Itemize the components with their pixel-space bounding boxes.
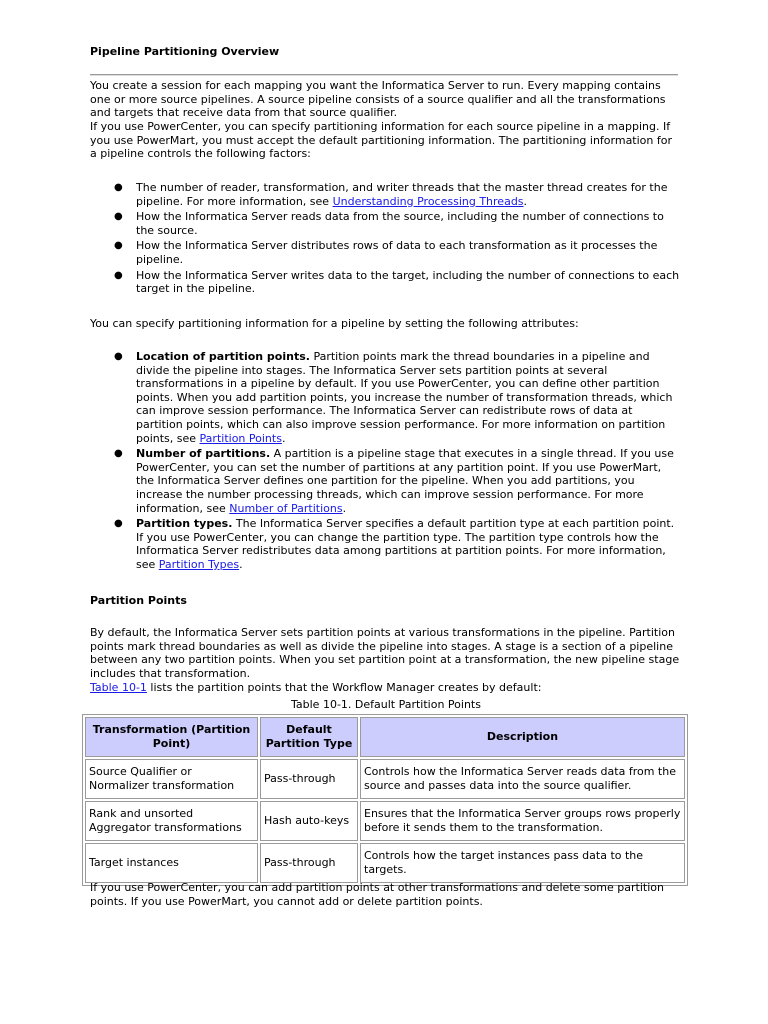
- list-item: [90, 350, 682, 445]
- bullet-icon: ●: [114, 448, 123, 460]
- list-item-text: The Informatica Server specifies a default partition type at each partition point. If you use PowerCenter, you can change the partition type. The partition type controls how the Informatica Server redistributes data among partitions at partition points. For more information, see: [136, 517, 675, 571]
- section2-paragraph: By default, the Informatica Server sets partition points at various transformations in the pipeline. Partition points mark thread boundaries as well as divide the pipeline into stages. A stage is a section of a pipeline between any two partition points. When you set partition point at a transformation, the new pipeline stage includes that transformation.: [90, 626, 680, 680]
- list-item-text: .: [239, 557, 243, 571]
- bullet-icon: ●: [114, 351, 123, 362]
- list-item: [90, 447, 682, 515]
- table-cell: Hash auto-keys: [260, 801, 358, 841]
- bullet-icon: ●: [114, 269, 123, 281]
- list-item-text: .: [281, 431, 286, 445]
- section2-table-ref: [90, 681, 682, 695]
- attribute-term: Location of partition points.: [136, 350, 310, 363]
- list-item: [90, 269, 682, 296]
- table-cell: Controls how the Informatica Server reads data from the source and passes data into the source qualifier.: [360, 759, 685, 799]
- table-ref-text: lists the partition points that the Workflow Manager creates by default:: [146, 681, 542, 694]
- table-row: [85, 759, 685, 799]
- list-item-text: Partition points mark the thread boundaries in a pipeline and divide the pipeline into stages. The Informatica Server sets partition points at several transformations in a pipeline by default. If you use PowerCenter, you can define other partition points. When you add partition points, you increase the number of transformation threads, which can improve session performance. The Informatica Server can redistribute rows of data at partition points, which can also improve session performance. For more information on partition points, see: [136, 350, 673, 445]
- factors-list: [90, 181, 682, 298]
- footer-paragraph: If you use PowerCenter, you can add partition points at other transformations and delete some partition points. If you use PowerMart, you cannot add or delete partition points.: [90, 881, 664, 908]
- bullet-icon: ●: [114, 182, 123, 193]
- table-cell: Target instances: [85, 843, 258, 883]
- bullet-icon: ●: [114, 518, 123, 530]
- table-cell: Source Qualifier or Normalizer transformation: [85, 759, 258, 799]
- link-table-10-1[interactable]: Table 10-1: [90, 681, 147, 694]
- list-item: [90, 517, 682, 571]
- page-title: Pipeline Partitioning Overview: [90, 45, 280, 58]
- attribute-term: Partition types.: [136, 517, 233, 531]
- bullet-icon: ●: [114, 211, 123, 223]
- list-item: [90, 210, 682, 237]
- table-row: [85, 843, 685, 883]
- table-header-row: [85, 717, 685, 757]
- list-item-text: The number of reader, transformation, and writer threads that the master thread creates for the pipeline. For more information, see: [136, 181, 668, 208]
- list-item: [90, 181, 682, 208]
- link-understanding-processing-threads[interactable]: Understanding Processing Threads: [332, 194, 524, 208]
- intro-paragraph-1: You create a session for each mapping you want the Informatica Server to run. Every mapping contains one or more source pipelines. A source pipeline consists of a source qualifier and all the transformations and targets that receive data from that source qualifier.: [90, 79, 666, 120]
- table-cell: Pass-through: [260, 843, 358, 883]
- list-item-text: A partition is a pipeline stage that executes in a single thread. If you use PowerCenter, you can set the number of partitions at any partition point. If you use PowerMart, the Informatica Server defines one partition for the pipeline. When you add partitions, you increase the number processing threads, which can improve session performance. For more information, see: [136, 447, 674, 515]
- list-item-text: How the Informatica Server reads data from the source, including the number of connections to the source.: [136, 210, 664, 237]
- section-title-partition-points: Partition Points: [90, 594, 187, 607]
- bullet-icon: ●: [114, 240, 123, 252]
- table-cell: Ensures that the Informatica Server groups rows properly before it sends them to the transformation.: [360, 801, 685, 841]
- table-cell: Rank and unsorted Aggregator transformations: [85, 801, 258, 841]
- list-item-text: How the Informatica Server writes data to the target, including the number of connections to each target in the pipeline.: [136, 268, 680, 296]
- intro-paragraph-2: If you use PowerCenter, you can specify partitioning information for each source pipeline in a mapping. If you use PowerMart, you must accept the default partitioning information. The partitioning information for a pipeline controls the following factors:: [90, 120, 673, 161]
- column-header-description: Description: [360, 717, 685, 757]
- table-caption: Table 10-1. Default Partition Points: [291, 698, 481, 711]
- attributes-list: [90, 350, 682, 574]
- table-cell: Pass-through: [260, 759, 358, 799]
- attribute-term: Number of partitions.: [136, 447, 271, 461]
- column-header-transformation: Transformation (Partition Point): [85, 717, 258, 757]
- table-cell: Controls how the target instances pass data to the targets.: [360, 843, 685, 883]
- attributes-intro: You can specify partitioning information for a pipeline by setting the following attributes:: [90, 317, 579, 330]
- list-item-text: How the Informatica Server distributes rows of data to each transformation as it processes the pipeline.: [136, 239, 658, 266]
- link-number-of-partitions[interactable]: Number of Partitions: [229, 501, 343, 515]
- table-row: [85, 801, 685, 841]
- link-partition-types[interactable]: Partition Types: [158, 557, 240, 571]
- partition-points-table: [82, 714, 688, 886]
- column-header-partition-type: Default Partition Type: [260, 717, 358, 757]
- link-partition-points[interactable]: Partition Points: [199, 431, 282, 445]
- list-item: [90, 239, 682, 266]
- title-divider: [90, 74, 678, 76]
- list-item-text: .: [342, 501, 347, 515]
- list-item-text: .: [523, 194, 528, 208]
